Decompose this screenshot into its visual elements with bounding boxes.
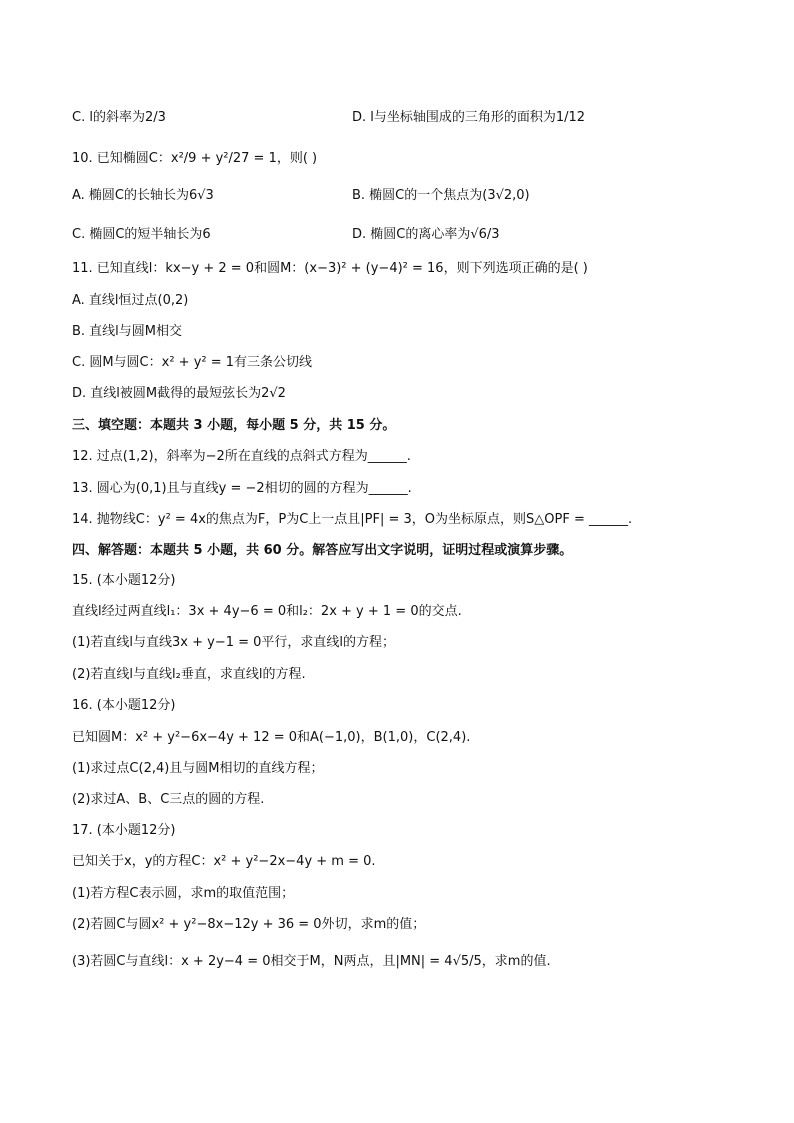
question-16-part-2: (2)求过A、B、C三点的圆的方程. xyxy=(72,792,265,807)
section-3-heading: 三、填空题：本题共 3 小题，每小题 5 分，共 15 分。 xyxy=(72,418,396,433)
question-12: 12. 过点(1,2)，斜率为−2所在直线的点斜式方程为______. xyxy=(72,449,411,464)
question-11-stem: 11. 已知直线l：kx−y + 2 = 0和圆M：(x−3)² + (y−4)² = 16，则下列选项正确的是( ) xyxy=(72,261,588,276)
question-17-part-2: (2)若圆C与圆x² + y²−8x−12y + 36 = 0外切，求m的值； xyxy=(72,917,426,932)
option-10d: D. 椭圆C的离心率为√6/3 xyxy=(352,227,500,242)
question-15-part-1: (1)若直线l与直线3x + y−1 = 0平行，求直线l的方程； xyxy=(72,635,396,650)
option-9c: C. l的斜率为2/3 xyxy=(72,110,166,125)
question-13: 13. 圆心为(0,1)且与直线y = −2相切的圆的方程为______. xyxy=(72,481,412,496)
option-11b: B. 直线l与圆M相交 xyxy=(72,324,183,339)
question-10-stem: 10. 已知椭圆C：x²/9 + y²/27 = 1，则( ) xyxy=(72,151,318,166)
option-11d: D. 直线l被圆M截得的最短弦长为2√2 xyxy=(72,386,286,401)
question-17-stem: 已知关于x，y的方程C：x² + y²−2x−4y + m = 0. xyxy=(72,854,376,869)
question-17-part-1: (1)若方程C表示圆，求m的取值范围； xyxy=(72,886,295,901)
question-15-title: 15. (本小题12分) xyxy=(72,573,176,588)
option-11c: C. 圆M与圆C：x² + y² = 1有三条公切线 xyxy=(72,355,313,370)
question-17-part-3: (3)若圆C与直线l：x + 2y−4 = 0相交于M，N两点，且|MN| = 4√5/5，求m的值. xyxy=(72,954,551,969)
option-10a: A. 椭圆C的长轴长为6√3 xyxy=(72,188,214,203)
question-15-stem: 直线l经过两直线l₁：3x + 4y−6 = 0和l₂：2x + y + 1 = 0的交点. xyxy=(72,604,462,619)
option-11a: A. 直线l恒过点(0,2) xyxy=(72,293,189,308)
option-9d: D. l与坐标轴围成的三角形的面积为1/12 xyxy=(352,110,586,125)
option-10c: C. 椭圆C的短半轴长为6 xyxy=(72,227,211,242)
question-14: 14. 抛物线C：y² = 4x的焦点为F，P为C上一点且|PF| = 3，O为坐标原点，则S△OPF = ______. xyxy=(72,512,633,527)
question-16-title: 16. (本小题12分) xyxy=(72,698,176,713)
question-16-stem: 已知圆M：x² + y²−6x−4y + 12 = 0和A(−1,0)，B(1,0)，C(2,4). xyxy=(72,730,471,745)
section-4-heading: 四、解答题：本题共 5 小题，共 60 分。解答应写出文字说明，证明过程或演算步骤。 xyxy=(72,543,573,558)
question-15-part-2: (2)若直线l与直线l₂垂直，求直线l的方程. xyxy=(72,667,306,682)
option-10b: B. 椭圆C的一个焦点为(3√2,0) xyxy=(352,188,530,203)
question-16-part-1: (1)求过点C(2,4)且与圆M相切的直线方程； xyxy=(72,761,324,776)
question-17-title: 17. (本小题12分) xyxy=(72,823,176,838)
